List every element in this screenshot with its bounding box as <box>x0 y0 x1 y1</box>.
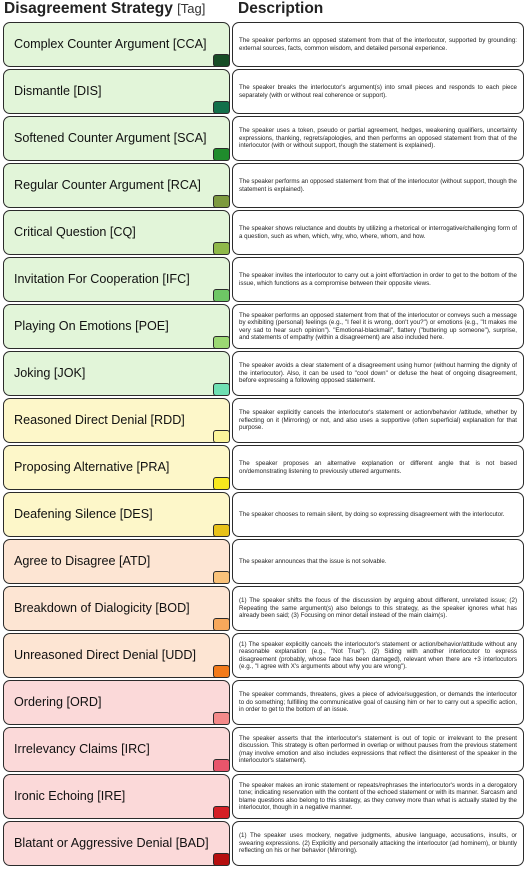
strategy-row <box>0 538 527 585</box>
strategy-description-box <box>232 116 524 161</box>
strategy-row <box>0 350 527 397</box>
color-swatch <box>213 54 230 67</box>
strategy-description: The speaker shows reluctance and doubts by utilizing a rhetorical or interrogative/challenging form of a question, such as when, which, why, who, where, whom, and how. <box>239 225 517 240</box>
strategy-name: Softened Counter Argument [SCA] <box>14 131 207 145</box>
strategy-name-box <box>3 351 230 396</box>
strategy-description: The speaker avoids a clear statement of a disagreement using humor (without harming the dignity of the interlocutor). Also, it can be used to "cool down" or defuse the heat of ongoing disagreement, before expressing a following opposed statement. <box>239 362 517 385</box>
strategy-name: Proposing Alternative [PRA] <box>14 460 170 474</box>
color-swatch <box>213 853 230 866</box>
strategy-name-box <box>3 257 230 302</box>
color-swatch <box>213 336 230 349</box>
strategy-description: The speaker invites the interlocutor to carry out a joint effort/action in order to get to the bottom of the issue, which functions as a compromise between their opposite views. <box>239 272 517 287</box>
strategy-description-box <box>232 22 524 67</box>
strategy-row <box>0 162 527 209</box>
strategy-description: The speaker explicitly cancels the interlocutor's statement or action/behavior /attitude, whether by reflecting on it (Mirroring) or not, and also uses a supportive (often superficial) explanation for that purpose. <box>239 409 517 432</box>
strategy-name: Breakdown of Dialogicity [BOD] <box>14 601 190 615</box>
strategy-description-box <box>232 680 524 725</box>
tag-label: [Tag] <box>177 1 206 16</box>
strategy-row <box>0 209 527 256</box>
strategy-description: The speaker performs an opposed statement from that of the interlocutor, supported by grounding: external sources, facts, common wisdom, and detailed personal experience. <box>239 37 517 52</box>
strategy-description-box <box>232 774 524 819</box>
strategy-row <box>0 68 527 115</box>
strategy-row <box>0 820 527 867</box>
strategy-name: Dismantle [DIS] <box>14 84 102 98</box>
strategy-description: (1) The speaker explicitly cancels the interlocutor's statement or action/behavior/attitude without any reasonable explanation (e.g., "Not True"). (2) Siding with another interlocutor to express disagreement (probably, whose face has been damaged), relevant when there are +3 interlocutors (e.g., "I agree with X's arguments about why you are wrong"). <box>239 640 517 670</box>
strategy-row <box>0 397 527 444</box>
strategy-name-box <box>3 22 230 67</box>
strategy-name: Invitation For Cooperation [IFC] <box>14 272 190 286</box>
strategy-name-box <box>3 821 230 866</box>
strategy-description: The speaker asserts that the interlocutor's statement is out of topic or irrelevant to the present discussion. This strategy is often performed in overlap or without pauses from the previous statement (may involve emotion and also includes expressions that reflect the disinterest of the speaker in the interlocutor's statement). <box>239 734 517 764</box>
color-swatch <box>213 242 230 255</box>
strategy-name: Reasoned Direct Denial [RDD] <box>14 413 185 427</box>
strategy-description: (1) The speaker shifts the focus of the discussion by arguing about different, unrelated issue; (2) Repeating the same argument(s) also belongs to this strategy, as the speaker ignores what has already been said; (3) Focusing on minor detail instead of the main claim(s). <box>239 597 517 620</box>
strategy-row <box>0 773 527 820</box>
strategy-description-box <box>232 492 524 537</box>
strategy-description: The speaker makes an ironic statement or repeats/rephrases the interlocutor's words in a derogatory tone; indicating reservation with the content of the echoed statement or with its manner. Sarcasm and blame questions also belong to this strategy, as they convey more than what is actually stated by the interlocutor, though in a negative manner. <box>239 781 517 811</box>
strategy-description-box <box>232 304 524 349</box>
strategy-description-box <box>232 163 524 208</box>
strategy-table <box>0 21 527 867</box>
strategy-name-box <box>3 445 230 490</box>
strategy-name: Critical Question [CQ] <box>14 225 136 239</box>
strategy-row <box>0 491 527 538</box>
strategy-name: Deafening Silence [DES] <box>14 507 153 521</box>
strategy-row <box>0 679 527 726</box>
strategy-name: Agree to Disagree [ATD] <box>14 554 151 568</box>
strategy-name-box <box>3 680 230 725</box>
strategy-description-box <box>232 727 524 772</box>
strategy-name-box <box>3 492 230 537</box>
color-swatch <box>213 289 230 302</box>
strategy-description: The speaker performs an opposed statement from that of the interlocutor (without support, though the statement is explained). <box>239 178 517 193</box>
color-swatch <box>213 618 230 631</box>
strategy-name: Ironic Echoing [IRE] <box>14 789 126 803</box>
strategy-name: Blatant or Aggressive Denial [BAD] <box>14 836 209 850</box>
strategy-name-box <box>3 774 230 819</box>
strategy-description-box <box>232 539 524 584</box>
color-swatch <box>213 477 230 490</box>
strategy-description-box <box>232 257 524 302</box>
strategy-name: Ordering [ORD] <box>14 695 102 709</box>
color-swatch <box>213 665 230 678</box>
strategy-column-title: Disagreement Strategy [Tag] <box>4 0 206 17</box>
color-swatch <box>213 383 230 396</box>
strategy-description: (1) The speaker uses mockery, negative judgments, abusive language, accusations, insults, or swearing expressions. (2) Explicitly and personally attacking the interlocutor (ad hominem), or bluntly reflecting on his or her behavior (Mirroring). <box>239 832 517 855</box>
strategy-description-box <box>232 69 524 114</box>
strategy-row <box>0 726 527 773</box>
strategy-row <box>0 115 527 162</box>
strategy-name: Joking [JOK] <box>14 366 86 380</box>
color-swatch <box>213 712 230 725</box>
strategy-name-box <box>3 163 230 208</box>
color-swatch <box>213 101 230 114</box>
strategy-row <box>0 444 527 491</box>
color-swatch <box>213 759 230 772</box>
strategy-description: The speaker breaks the interlocutor's argument(s) into small pieces and responds to each piece separately (with or without real coherence or support). <box>239 84 517 99</box>
strategy-row <box>0 303 527 350</box>
strategy-name: Unreasoned Direct Denial [UDD] <box>14 648 196 662</box>
strategy-name: Regular Counter Argument [RCA] <box>14 178 201 192</box>
strategy-name-box <box>3 304 230 349</box>
table-header <box>0 0 527 20</box>
strategy-name-box <box>3 633 230 678</box>
strategy-row <box>0 632 527 679</box>
strategy-description: The speaker announces that the issue is not solvable. <box>239 557 387 565</box>
color-swatch <box>213 806 230 819</box>
strategy-description: The speaker chooses to remain silent, by doing so expressing disagreement with the interlocutor. <box>239 510 505 518</box>
strategy-row <box>0 21 527 68</box>
strategy-name-box <box>3 116 230 161</box>
color-swatch <box>213 571 230 584</box>
color-swatch <box>213 430 230 443</box>
strategy-description-box <box>232 445 524 490</box>
strategy-description: The speaker proposes an alternative explanation or different angle that is not based on/demonstrating listening to previously uttered arguments. <box>239 460 517 475</box>
description-column-title: Description <box>238 0 324 17</box>
strategy-row <box>0 585 527 632</box>
strategy-description-box <box>232 633 524 678</box>
strategy-description-box <box>232 351 524 396</box>
strategy-name-box <box>3 727 230 772</box>
strategy-row <box>0 256 527 303</box>
strategy-description: The speaker performs an opposed statement from that of the interlocutor or conveys such a message by exhibiting (personal) feelings (e.g., "I feel it is wrong, don't you?") or emotions (e.g., "It makes me very sad to hear such opinion"). "Emotional-blackmail", flattery ("buttering up someone"), surprise, and statements of empathy (within a disagreement) are also included here. <box>239 311 517 341</box>
strategy-name: Playing On Emotions [POE] <box>14 319 169 333</box>
strategy-name-box <box>3 210 230 255</box>
color-swatch <box>213 148 230 161</box>
strategy-name-box <box>3 69 230 114</box>
strategy-description-box <box>232 210 524 255</box>
strategy-description: The speaker uses a token, pseudo or partial agreement, hedges, weakening qualifiers, uncertainty expressions, thanking, regrets/apologies, and then performs an opposed statement from that of the interlocutor (with or without support, though the statement is explained). <box>239 127 517 150</box>
color-swatch <box>213 195 230 208</box>
strategy-description-box <box>232 821 524 866</box>
strategy-name-box <box>3 539 230 584</box>
strategy-name-box <box>3 586 230 631</box>
strategy-description-box <box>232 586 524 631</box>
strategy-name: Complex Counter Argument [CCA] <box>14 37 207 51</box>
strategy-description-box <box>232 398 524 443</box>
strategy-name-box <box>3 398 230 443</box>
strategy-description: The speaker commands, threatens, gives a piece of advice/suggestion, or demands the interlocutor to do something; fulfilling the communicative goal of causing him or her to carry out a specific action, in order to get to the bottom of an issue. <box>239 691 517 714</box>
strategy-name: Irrelevancy Claims [IRC] <box>14 742 150 756</box>
color-swatch <box>213 524 230 537</box>
